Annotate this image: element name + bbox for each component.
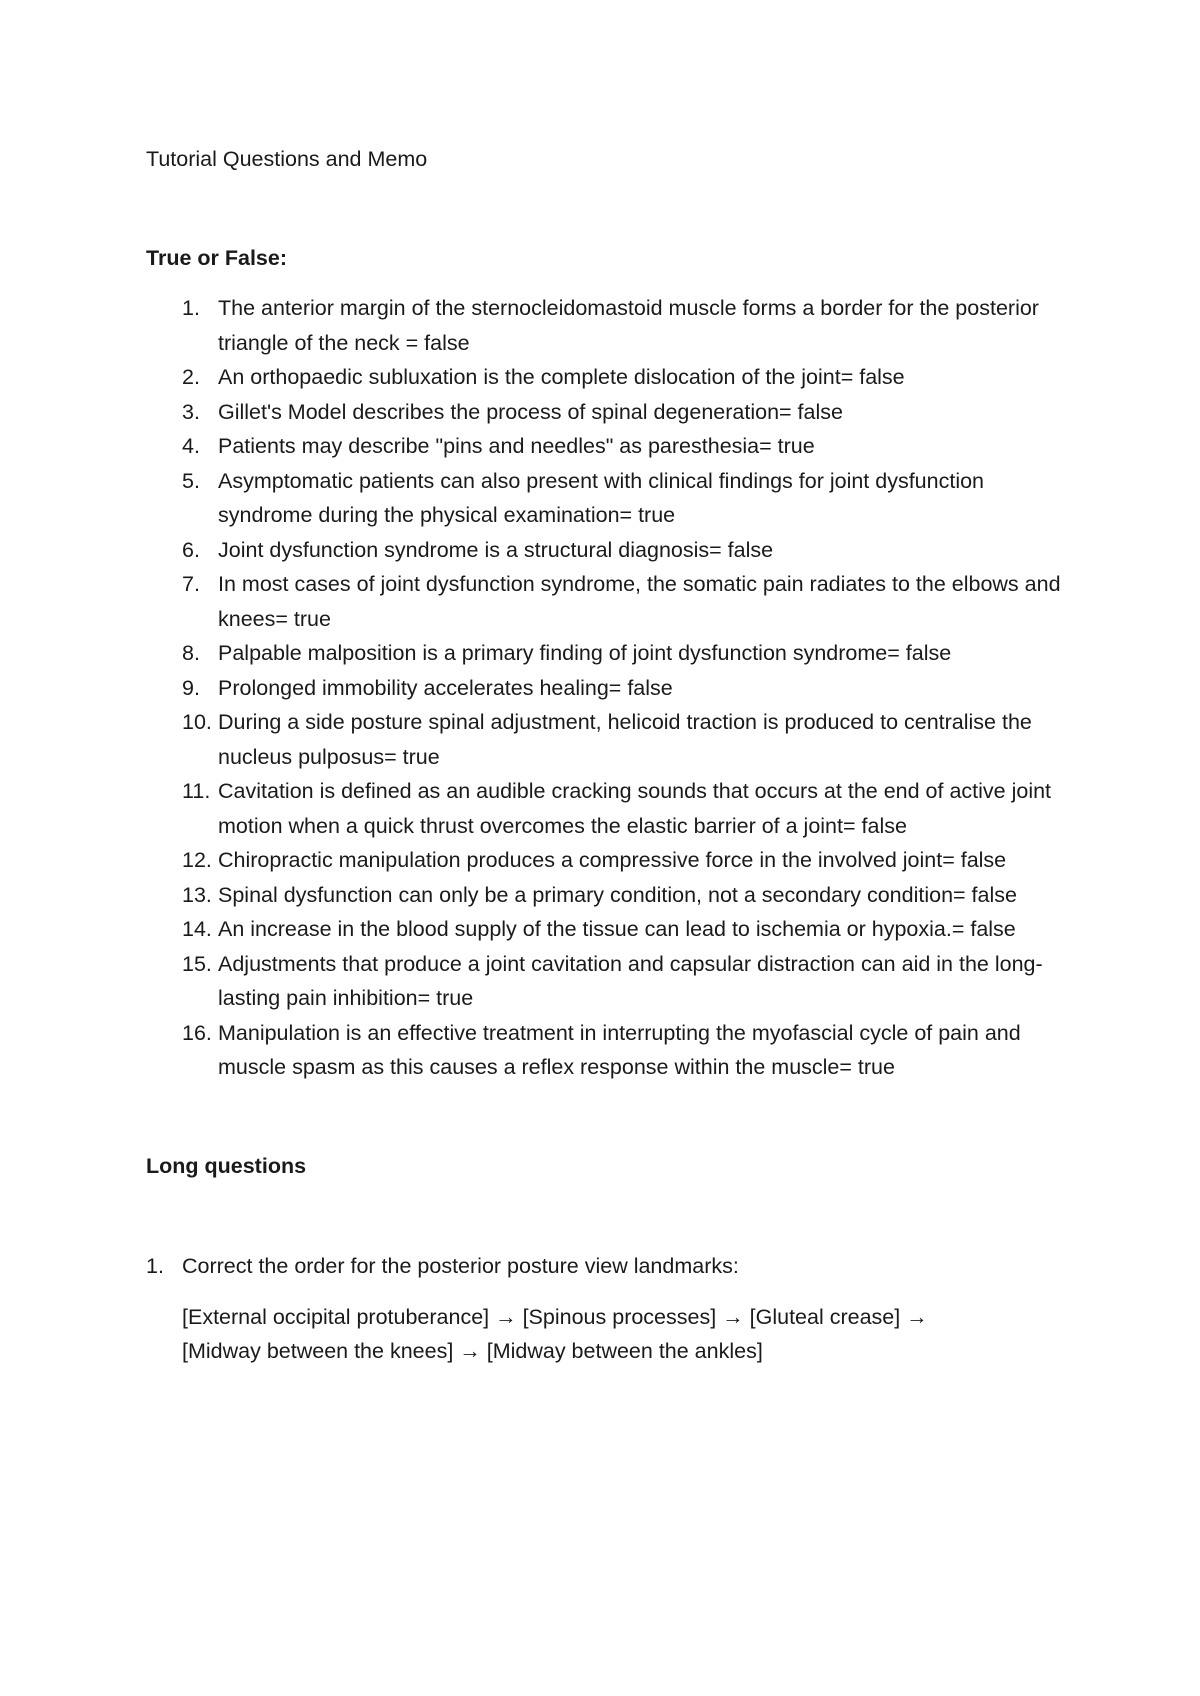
item-text: Patients may describe "pins and needles" as paresthesia= true [218, 434, 815, 458]
item-number: 12. [182, 848, 212, 872]
list-item [146, 395, 1076, 430]
item-text: The anterior margin of the sternocleidomastoid muscle forms a border for the posterior triangle of the neck = false [218, 296, 1039, 355]
list-item [146, 705, 1076, 774]
item-number: 10. [182, 710, 212, 734]
list-item [146, 843, 1076, 878]
item-number: 11. [182, 779, 211, 803]
list-item [146, 671, 1076, 706]
list-item [146, 1016, 1076, 1085]
item-number: 6. [182, 537, 200, 562]
item-number: 14. [182, 917, 212, 941]
item-number: 4. [182, 434, 200, 458]
list-item [146, 291, 1076, 360]
item-text: Joint dysfunction syndrome is a structural diagnosis= false [218, 537, 774, 562]
answer-text: [External occipital protuberance] → [Spinous processes] → [Gluteal crease] → [Midway between the knees] → [Midway between the ankles] [182, 1304, 928, 1363]
long-questions-list [146, 1249, 1076, 1369]
list-item [146, 636, 1076, 671]
item-text: During a side posture spinal adjustment, helicoid traction is produced to centralise the nucleus pulposus= true [218, 710, 1032, 769]
item-number: 8. [182, 641, 200, 665]
item-text: Palpable malposition is a primary finding of joint dysfunction syndrome= false [218, 641, 952, 665]
list-item [146, 567, 1076, 636]
list-item [146, 878, 1076, 913]
list-item [146, 947, 1076, 1016]
item-number: 1. [146, 1254, 164, 1278]
true-false-heading: True or False: [146, 245, 287, 270]
true-false-list [146, 291, 1076, 1085]
item-number: 9. [182, 675, 200, 700]
item-text: Spinal dysfunction can only be a primary condition, not a secondary condition= false [218, 882, 1017, 907]
item-number: 3. [182, 399, 200, 424]
item-text: Cavitation is defined as an audible cracking sounds that occurs at the end of active joint motion when a quick thrust overcomes the elastic barrier of a joint= false [218, 779, 1052, 838]
item-number: 2. [182, 365, 200, 389]
list-item [146, 360, 1076, 395]
item-number: 13. [182, 882, 212, 907]
item-text: An increase in the blood supply of the tissue can lead to ischemia or hypoxia.= false [218, 917, 1016, 941]
list-item [146, 533, 1076, 568]
item-text: Chiropractic manipulation produces a compressive force in the involved joint= false [218, 848, 1007, 872]
item-number: 5. [182, 468, 200, 493]
list-item [146, 912, 1076, 947]
list-item [146, 774, 1076, 843]
item-text: Asymptomatic patients can also present with clinical findings for joint dysfunction syndrome during the physical examination= true [218, 468, 985, 527]
item-text: Adjustments that produce a joint cavitation and capsular distraction can aid in the long-lasting pain inhibition= true [218, 951, 1043, 1010]
item-number: 1. [182, 296, 200, 320]
list-item [146, 429, 1076, 464]
document-title: Tutorial Questions and Memo [146, 147, 428, 171]
list-item [146, 464, 1076, 533]
item-text: Manipulation is an effective treatment in interrupting the myofascial cycle of pain and muscle spasm as this causes a reflex response within the muscle= true [218, 1020, 1021, 1079]
item-text: Gillet's Model describes the process of spinal degeneration= false [218, 399, 843, 424]
long-questions-heading: Long questions [146, 1153, 307, 1178]
item-text: Prolonged immobility accelerates healing= false [218, 675, 673, 700]
item-number: 16. [182, 1020, 212, 1045]
document-page [146, 142, 1076, 1369]
item-text: In most cases of joint dysfunction syndrome, the somatic pain radiates to the elbows and knees= true [218, 572, 1061, 631]
item-number: 7. [182, 572, 200, 596]
question-text: Correct the order for the posterior posture view landmarks: [182, 1254, 739, 1278]
item-number: 15. [182, 951, 212, 976]
item-text: An orthopaedic subluxation is the complete dislocation of the joint= false [218, 365, 905, 389]
list-item [146, 1249, 1076, 1369]
